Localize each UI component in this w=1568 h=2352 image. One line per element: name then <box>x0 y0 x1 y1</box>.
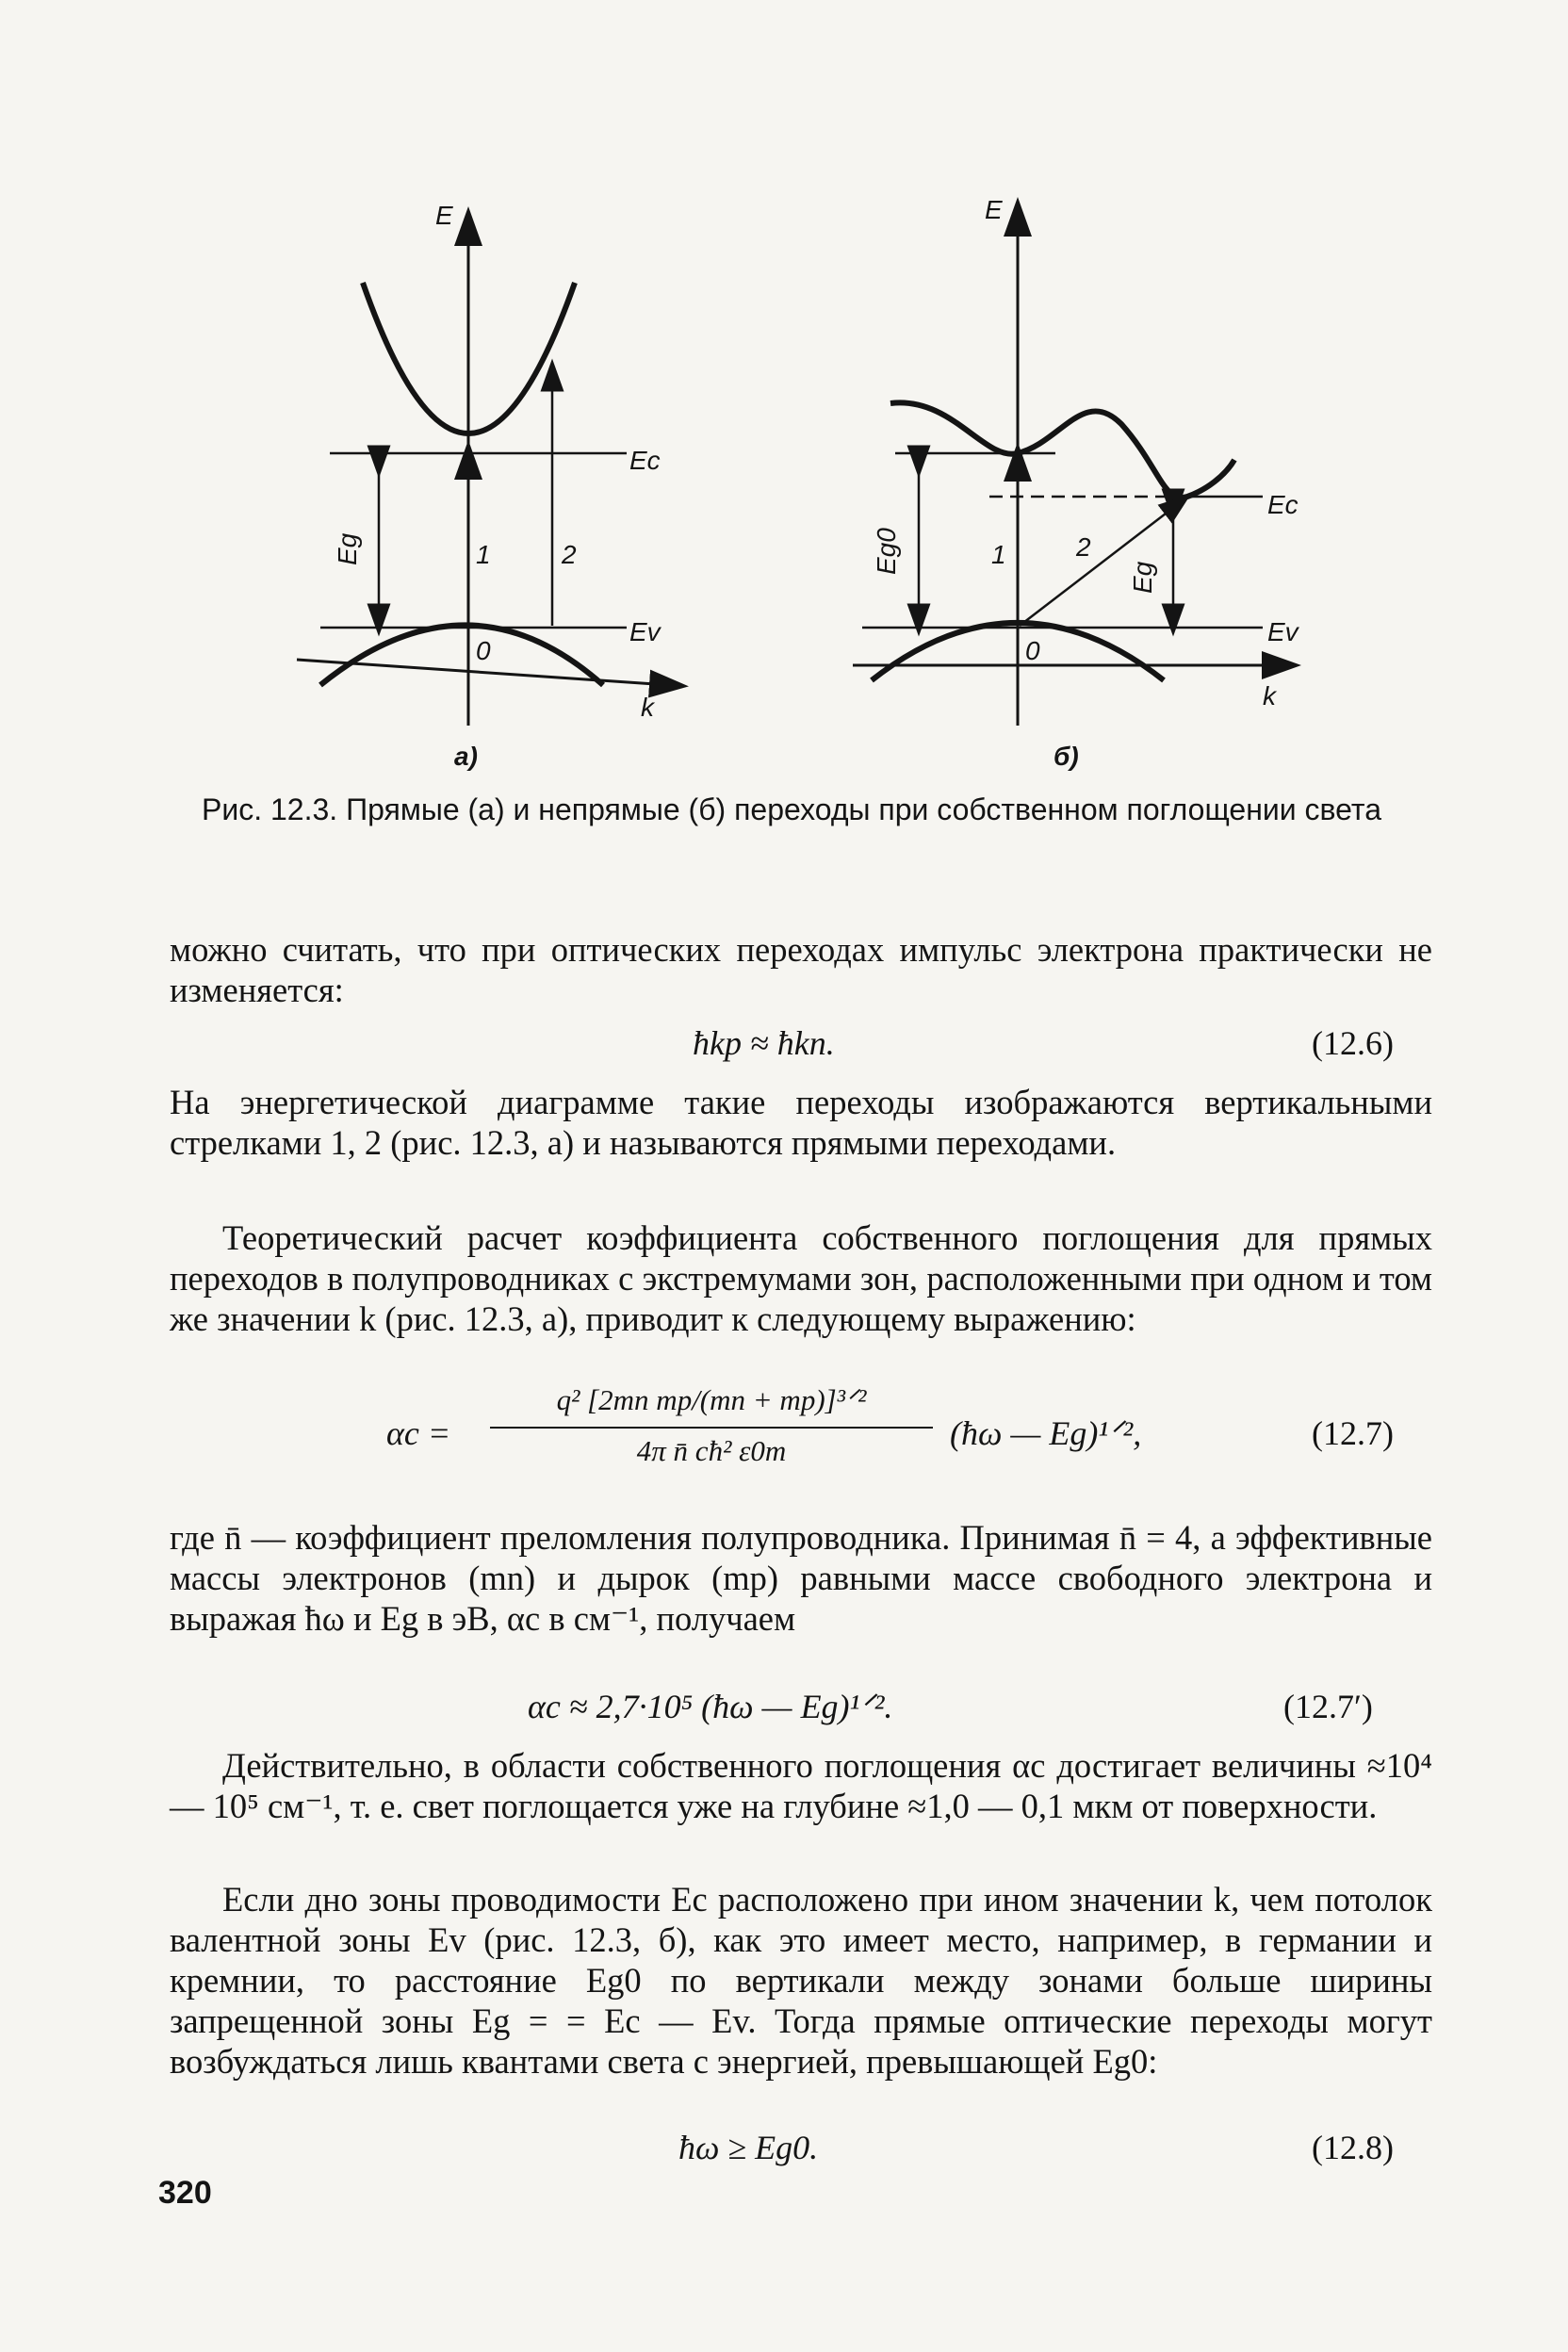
figure-caption: Рис. 12.3. Прямые (а) и непрямые (б) переходы при собственном поглощении света <box>202 792 1381 826</box>
label-eg-a: Eg <box>333 532 362 565</box>
label-eg-b: Eg <box>1128 561 1157 594</box>
label-k-a: k <box>641 693 654 722</box>
equation-12-7-fraction-line <box>490 1427 933 1429</box>
label-arrow1-a: 1 <box>476 540 491 569</box>
figure-12-3 <box>0 0 1568 829</box>
paragraph-5: Действительно, в области собственного поглощения αc достигает величины ≈10⁴ — 10⁵ см⁻¹, т. е. свет поглощается уже на глубине ≈1,0 — 0,1 мкм от поверхности. <box>170 1746 1432 1825</box>
equation-12-7-prime-number: (12.7′) <box>1283 1688 1373 1725</box>
label-ec-b: Ec <box>1267 490 1298 519</box>
panel-b <box>853 217 1282 726</box>
equation-12-8-number: (12.8) <box>1312 2129 1394 2166</box>
equation-12-7-prime: αc ≈ 2,7·10⁵ (ħω — Eg)¹ᐟ². <box>528 1688 893 1725</box>
equation-12-7-lhs: αc = <box>386 1414 451 1452</box>
label-k-b: k <box>1263 681 1276 710</box>
label-e-b: E <box>985 195 1003 224</box>
equation-12-7-denominator: 4π n̄ cħ² ε0m <box>636 1434 787 1467</box>
band-diagram-svg <box>0 0 1568 792</box>
label-ev-a: Ev <box>629 617 661 646</box>
equation-12-7-numerator: q² [2mn mp/(mn + mp)]³ᐟ² <box>556 1383 867 1416</box>
page-number: 320 <box>158 2175 212 2211</box>
valence-band-a <box>320 626 603 686</box>
label-arrow2-a: 2 <box>562 540 577 569</box>
paragraph-3: Теоретический расчет коэффициента собственного поглощения для прямых переходов в полупроводниках с экстремумами зон, расположенными при одном и том же значении k (рис. 12.3, а), приводит к следующему выражению: <box>170 1218 1432 1338</box>
label-arrow2-b: 2 <box>1076 532 1091 562</box>
label-arrow1-b: 1 <box>991 540 1006 569</box>
equation-12-6: ħkp ≈ ħkn. <box>693 1024 835 1062</box>
panel-letter-a: а) <box>454 742 478 771</box>
label-ec-a: Ec <box>629 446 661 475</box>
label-eg0-b: Eg0 <box>872 528 901 575</box>
conduction-band-b <box>890 402 1234 498</box>
paragraph-1: можно считать, что при оптических переходах импульс электрона практически не изменяется: <box>170 930 1432 1009</box>
label-ev-b: Ev <box>1267 617 1298 646</box>
equation-12-7-rhs: (ħω — Eg)¹ᐟ², <box>950 1414 1142 1452</box>
equation-12-7-number: (12.7) <box>1312 1414 1394 1452</box>
label-origin-a: 0 <box>476 636 491 665</box>
equation-12-6-number: (12.6) <box>1312 1024 1394 1062</box>
panel-letter-b: б) <box>1054 742 1079 771</box>
equation-12-8: ħω ≥ Eg0. <box>678 2129 819 2166</box>
label-origin-b: 0 <box>1025 636 1040 665</box>
label-e-a: E <box>435 201 453 230</box>
paragraph-4: где n̄ — коэффициент преломления полупроводника. Принимая n̄ = 4, а эффективные массы электронов (mn) и дырок (mp) равными массе свободного электрона и выражая ħω и Eg в эВ, αc в см⁻¹, получаем <box>170 1518 1432 1638</box>
paragraph-2: На энергетической диаграмме такие переходы изображаются вертикальными стрелками 1, 2 (рис. 12.3, а) и называются прямыми переходами. <box>170 1083 1432 1162</box>
paragraph-6: Если дно зоны проводимости Ec расположено при ином значении k, чем потолок валентной зоны Ev (рис. 12.3, б), как это имеет место, например, в германии и кремнии, то расстояние Eg0 по вертикали между зонами больше ширины запрещенной зоны Eg = = Ec — Ev. Тогда прямые оптические переходы могут возбуждаться лишь квантами света с энергией, превышающей Eg0: <box>170 1880 1432 2081</box>
